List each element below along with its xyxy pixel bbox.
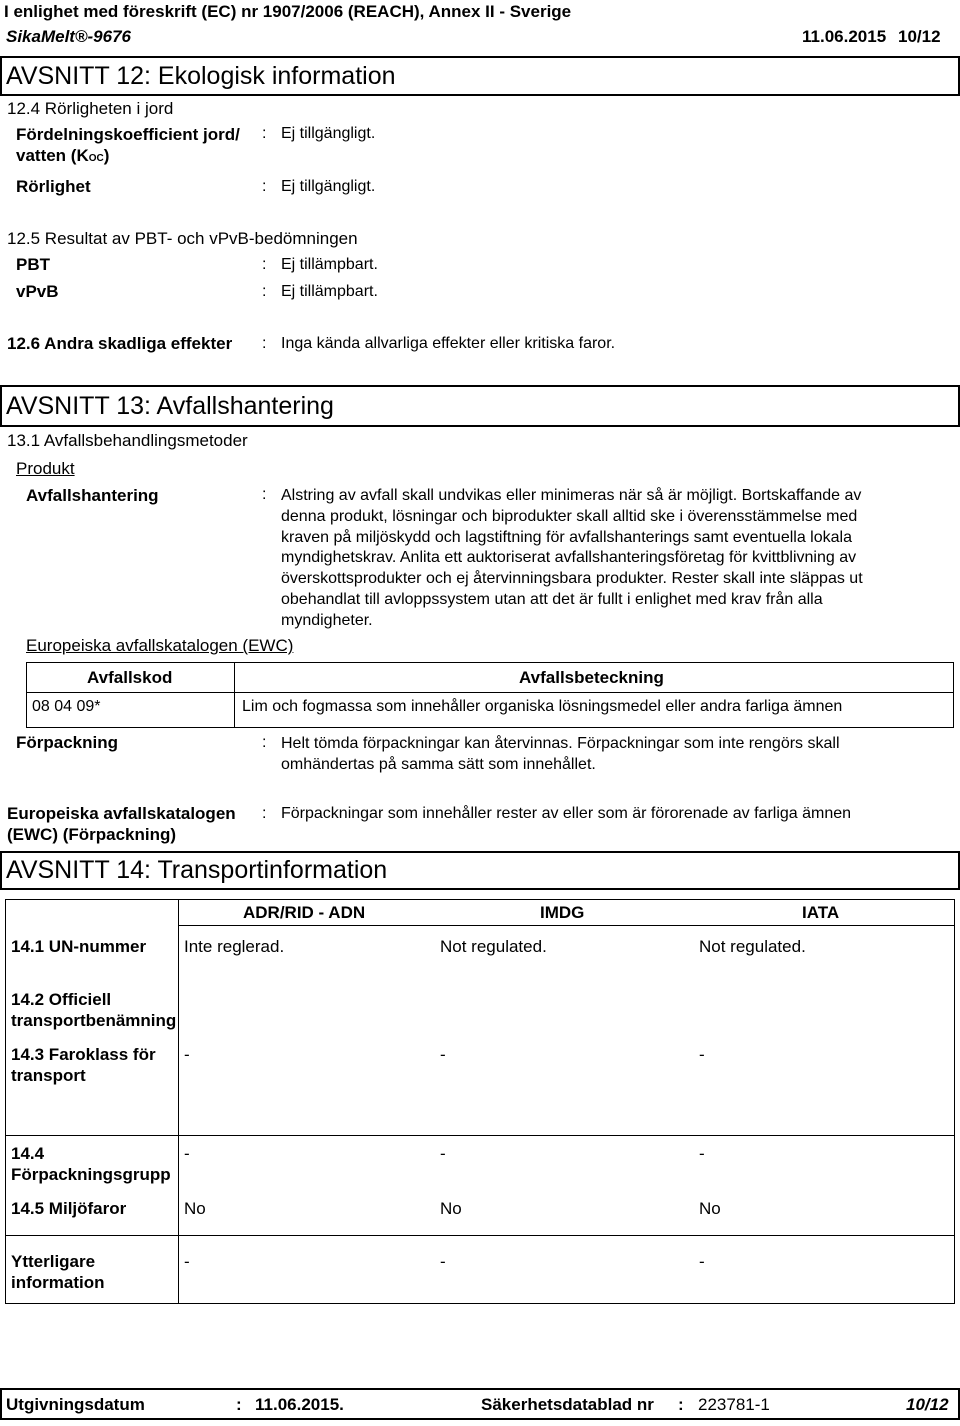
transport-cell: - bbox=[699, 1252, 705, 1271]
footer-sds-label: Säkerhetsdatablad nr bbox=[481, 1395, 654, 1414]
packaging-colon: : bbox=[262, 734, 267, 751]
ewc-heading: Europeiska avfallskatalogen (EWC) bbox=[26, 636, 294, 655]
waste-line: myndighetskrav. Anlita ett auktoriserat avfallshanteringsföretag för kvittblivning av bbox=[281, 549, 857, 567]
subsection-12-6-label: 12.6 Andra skadliga effekter bbox=[7, 334, 233, 353]
waste-line: obehandlat till avloppssystem utan att det är fullt i enlighet med krav från alla bbox=[281, 590, 823, 608]
mobility-colon: : bbox=[262, 178, 267, 195]
transport-col-iata: IATA bbox=[802, 903, 840, 922]
subsection-12-4-heading: 12.4 Rörligheten i jord bbox=[7, 99, 174, 118]
transport-table-border bbox=[954, 899, 955, 1304]
transport-table-border bbox=[5, 1303, 955, 1304]
transport-cell: - bbox=[699, 1144, 705, 1163]
s126-colon: : bbox=[262, 335, 267, 352]
packaging-label: Förpackning bbox=[16, 733, 119, 752]
koc-label-line1: Fördelningskoefficient jord/ bbox=[16, 125, 240, 144]
pbt-colon: : bbox=[262, 256, 267, 273]
transport-cell: - bbox=[440, 1252, 446, 1271]
packaging-line: Helt tömda förpackningar kan återvinnas. Förpackningar som inte rengörs skall bbox=[281, 735, 840, 752]
transport-cell: - bbox=[184, 1144, 190, 1163]
footer-issue-date: 11.06.2015. bbox=[255, 1395, 344, 1414]
waste-line: Alstring av avfall skall undvikas eller minimeras när så är möjligt. Bortskaffande av bbox=[281, 487, 862, 504]
waste-handling-label: Avfallshantering bbox=[26, 486, 159, 505]
waste-line: myndigheter. bbox=[281, 611, 373, 629]
transport-table-border bbox=[178, 899, 179, 1304]
transport-row-label: 14.2 Officiell bbox=[11, 990, 112, 1009]
waste-line: överskottsprodukter och ej återvinningsbara produkter. Rester skall inte släppas ut bbox=[281, 570, 863, 588]
waste-line: denna produkt, lösningar och biprodukter skall alltid ske i överensstämmelse med bbox=[281, 507, 858, 525]
ewc-header-code: Avfallskod bbox=[87, 668, 173, 687]
ewc-table-border bbox=[26, 662, 954, 663]
packaging-line: omhändertas på samma sätt som innehållet. bbox=[281, 755, 596, 773]
ewc-table-border bbox=[26, 727, 954, 728]
produkt-heading: Produkt bbox=[16, 459, 75, 478]
transport-row-label: Förpackningsgrupp bbox=[11, 1165, 171, 1184]
transport-row-label: transport bbox=[11, 1066, 86, 1085]
transport-col-imdg: IMDG bbox=[540, 903, 585, 922]
transport-row-label: 14.4 bbox=[11, 1144, 45, 1163]
transport-cell: No bbox=[699, 1199, 721, 1218]
footer-sds-colon: : bbox=[678, 1395, 684, 1414]
transport-cell: No bbox=[440, 1199, 462, 1218]
ewc-packaging-colon: : bbox=[262, 805, 267, 822]
section-13-title: AVSNITT 13: Avfallshantering bbox=[6, 392, 334, 420]
footer-page-number: 10/12 bbox=[906, 1395, 949, 1414]
transport-row-label: 14.5 Miljöfaror bbox=[11, 1199, 127, 1218]
transport-table-border bbox=[5, 899, 6, 1304]
mobility-label: Rörlighet bbox=[16, 177, 91, 196]
ewc-table-border bbox=[26, 692, 954, 693]
transport-cell: - bbox=[699, 1045, 705, 1064]
transport-row-label: transportbenämning bbox=[11, 1011, 177, 1030]
footer-sds-number: 223781-1 bbox=[698, 1395, 770, 1414]
transport-table-border bbox=[5, 899, 955, 900]
pbt-label: PBT bbox=[16, 255, 50, 274]
document-regulation-title: I enlighet med föreskrift (EC) nr 1907/2006 (REACH), Annex II - Sverige bbox=[4, 2, 572, 21]
transport-cell: - bbox=[440, 1144, 446, 1163]
transport-table-border bbox=[5, 1135, 955, 1136]
transport-row-label: information bbox=[11, 1273, 105, 1292]
ewc-packaging-label-line2: (EWC) (Förpackning) bbox=[7, 825, 177, 844]
transport-cell: No bbox=[184, 1199, 206, 1218]
ewc-header-description: Avfallsbeteckning bbox=[519, 668, 664, 687]
ewc-table-border bbox=[234, 662, 235, 728]
transport-table-border bbox=[178, 925, 955, 926]
vpvb-label: vPvB bbox=[16, 282, 59, 301]
s126-value: Inga kända allvarliga effekter eller kritiska faror. bbox=[281, 335, 616, 352]
ewc-cell-code: 08 04 09* bbox=[32, 698, 101, 715]
subsection-13-1-heading: 13.1 Avfallsbehandlingsmetoder bbox=[7, 431, 248, 450]
ewc-packaging-label-line1: Europeiska avfallskatalogen bbox=[7, 804, 236, 823]
ewc-table-border bbox=[953, 662, 954, 728]
ewc-cell-description: Lim och fogmassa som innehåller organiska lösningsmedel eller andra farliga ämnen bbox=[242, 698, 843, 715]
transport-cell: Inte reglerad. bbox=[184, 937, 285, 956]
pbt-value: Ej tillämpbart. bbox=[281, 256, 378, 273]
mobility-value: Ej tillgängligt. bbox=[281, 178, 376, 195]
transport-row-label: 14.1 UN-nummer bbox=[11, 937, 147, 956]
footer-issue-label: Utgivningsdatum bbox=[6, 1395, 145, 1414]
transport-cell: - bbox=[184, 1252, 190, 1271]
koc-colon: : bbox=[262, 125, 267, 142]
transport-cell: Not regulated. bbox=[699, 937, 806, 956]
waste-handling-text bbox=[281, 486, 863, 632]
transport-cell: - bbox=[184, 1045, 190, 1064]
transport-cell: Not regulated. bbox=[440, 937, 547, 956]
vpvb-value: Ej tillämpbart. bbox=[281, 283, 378, 300]
transport-table-border bbox=[5, 1235, 955, 1236]
product-name: SikaMelt®-9676 bbox=[6, 27, 131, 46]
koc-label-line2: vatten (KOC) bbox=[16, 146, 110, 165]
ewc-packaging-value: Förpackningar som innehåller rester av eller som är förorenade av farliga ämnen bbox=[281, 805, 852, 822]
header-page-number: 10/12 bbox=[898, 27, 941, 46]
ewc-table-border bbox=[26, 662, 27, 728]
footer-issue-colon: : bbox=[236, 1395, 242, 1414]
transport-row-label: Ytterligare bbox=[11, 1252, 96, 1271]
header-date: 11.06.2015 bbox=[802, 27, 887, 46]
vpvb-colon: : bbox=[262, 283, 267, 300]
transport-col-adr: ADR/RID - ADN bbox=[243, 903, 366, 922]
section-14-title: AVSNITT 14: Transportinformation bbox=[6, 856, 388, 884]
subsection-12-5-heading: 12.5 Resultat av PBT- och vPvB-bedömningen bbox=[7, 229, 358, 248]
transport-cell: - bbox=[440, 1045, 446, 1064]
waste-line: kraven på miljöskydd och lagstiftning för avfallshanterings samt eventuella lokala bbox=[281, 528, 852, 546]
packaging-text bbox=[281, 734, 840, 776]
transport-row-label: 14.3 Faroklass för bbox=[11, 1045, 156, 1064]
waste-colon: : bbox=[262, 486, 267, 503]
koc-value: Ej tillgängligt. bbox=[281, 125, 376, 142]
section-12-title: AVSNITT 12: Ekologisk information bbox=[6, 62, 396, 90]
